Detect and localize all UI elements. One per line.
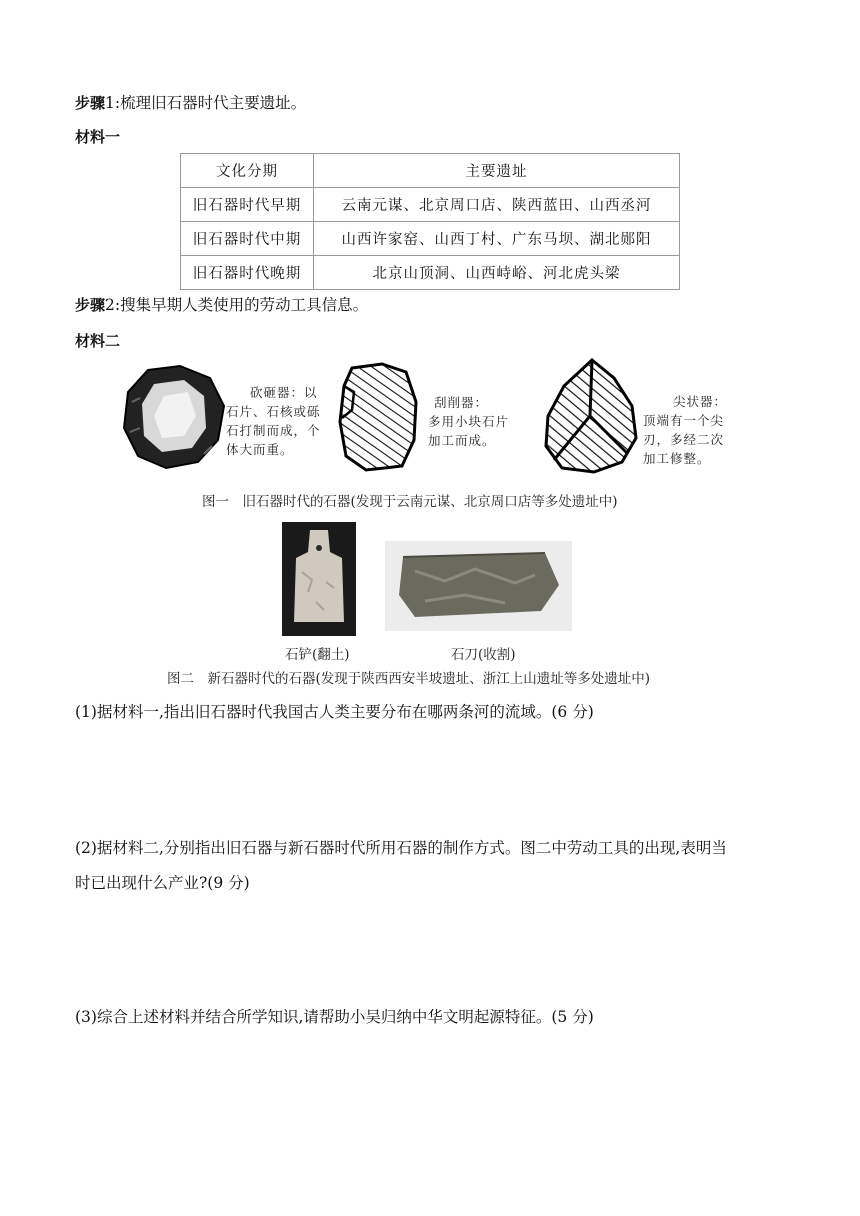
chopper-text-line: 体大而重。 bbox=[226, 442, 294, 457]
scraper-text-line: 刮削器： bbox=[434, 395, 489, 410]
step1-line bbox=[75, 92, 306, 114]
chopper-description bbox=[226, 383, 336, 459]
sites-table bbox=[180, 153, 680, 290]
table-cell: 山西许家窑、山西丁村、广东马坝、湖北郧阳 bbox=[314, 222, 680, 256]
scraper-text-line: 多用小块石片 bbox=[428, 414, 510, 429]
step1-label: 步骤 bbox=[75, 94, 106, 112]
table-row bbox=[181, 256, 680, 290]
table-row bbox=[181, 222, 680, 256]
question-3: (3)综合上述材料并结合所学知识,请帮助小吴归纳中华文明起源特征。(5 分) bbox=[75, 1008, 594, 1026]
chopper-tool-image bbox=[118, 362, 228, 474]
stone-shovel-photo bbox=[282, 522, 356, 636]
stone-knife-image bbox=[385, 541, 572, 631]
table-cell: 北京山顶洞、山西峙峪、河北虎头梁 bbox=[314, 256, 680, 290]
material1-title: 材料一 bbox=[75, 128, 121, 146]
step1-number: 1 bbox=[105, 94, 115, 112]
table-cell: 云南元谋、北京周口店、陕西蓝田、山西丞河 bbox=[314, 188, 680, 222]
figure1-caption: 图一 旧石器时代的石器(发现于云南元谋、北京周口店等多处遗址中) bbox=[202, 494, 618, 510]
table-row bbox=[181, 188, 680, 222]
table-header: 主要遗址 bbox=[314, 154, 680, 188]
question-2-line2: 时已出现什么产业?(9 分) bbox=[75, 874, 250, 892]
scraper-text-line: 加工而成。 bbox=[428, 433, 496, 448]
point-tool-image bbox=[540, 356, 640, 476]
step2-number: 2 bbox=[105, 296, 115, 314]
chopper-text-line: 石片、石核或砾 bbox=[226, 404, 321, 419]
chopper-text-line: 砍砸器：以 bbox=[250, 385, 318, 400]
point-text-line: 尖状器： bbox=[673, 394, 728, 409]
table-cell: 旧石器时代晚期 bbox=[181, 256, 314, 290]
question-1: (1)据材料一,指出旧石器时代我国古人类主要分布在哪两条河的流域。(6 分) bbox=[75, 703, 594, 721]
table-header: 文化分期 bbox=[181, 154, 314, 188]
point-text-line: 加工修整。 bbox=[643, 451, 711, 466]
stone-knife-photo bbox=[385, 541, 572, 631]
scraper-description bbox=[428, 393, 528, 450]
step2-text: :搜集早期人类使用的劳动工具信息。 bbox=[114, 296, 369, 314]
knife-label: 石刀(收割) bbox=[451, 647, 516, 663]
scraper-tool-image bbox=[336, 362, 420, 474]
step2-label: 步骤 bbox=[75, 296, 106, 314]
material2-title: 材料二 bbox=[75, 332, 121, 350]
question-2-line1: (2)据材料二,分别指出旧石器与新石器时代所用石器的制作方式。图二中劳动工具的出现,表明当 bbox=[75, 839, 727, 857]
point-text-line: 顶端有一个尖 bbox=[643, 413, 725, 428]
table-cell: 旧石器时代早期 bbox=[181, 188, 314, 222]
point-description bbox=[643, 392, 743, 468]
point-text-line: 刃，多经二次 bbox=[643, 432, 725, 447]
stone-shovel-image bbox=[282, 522, 356, 636]
table-header-row bbox=[181, 154, 680, 188]
shovel-label: 石铲(翻土) bbox=[285, 647, 350, 663]
step1-text: :梳理旧石器时代主要遗址。 bbox=[114, 94, 307, 112]
step2-line bbox=[75, 294, 368, 316]
table-cell: 旧石器时代中期 bbox=[181, 222, 314, 256]
figure2-caption: 图二 新石器时代的石器(发现于陕西西安半坡遗址、浙江上山遗址等多处遗址中) bbox=[167, 671, 651, 687]
chopper-text-line: 石打制而成，个 bbox=[226, 423, 321, 438]
